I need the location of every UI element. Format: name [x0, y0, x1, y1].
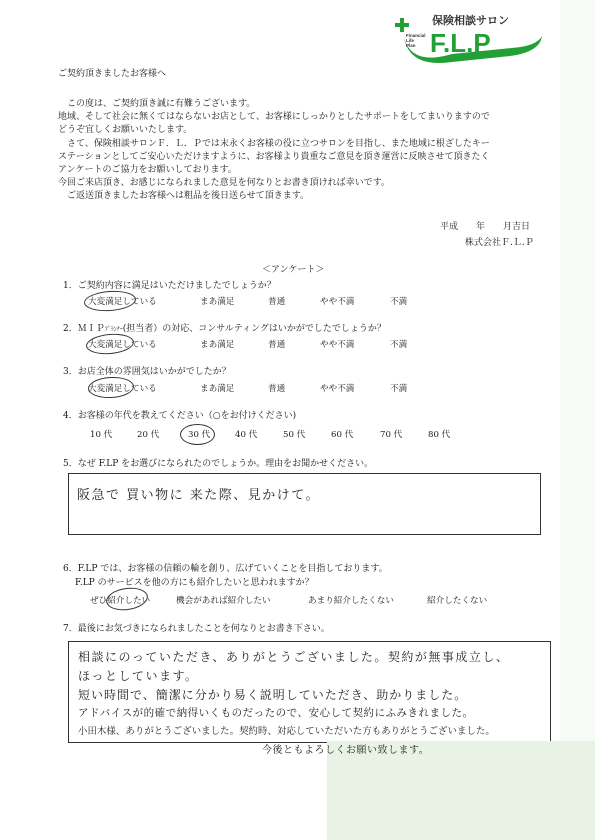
- q2-option-dissatisfied[interactable]: やや不満: [320, 340, 355, 350]
- q1-option-neutral[interactable]: 普通: [268, 297, 286, 307]
- age-option-70s[interactable]: 70 代: [380, 430, 403, 440]
- logo-life-text: Life: [406, 38, 415, 43]
- age-option-50s[interactable]: 50 代: [283, 430, 306, 440]
- green-edge-band: [560, 0, 595, 840]
- letter-line: 今回ご来店頂き、お感じになられました意見を何なりとお書き頂ければ幸いです。: [58, 178, 390, 189]
- company-name: 株式会社Ｆ.Ｌ.Ｐ: [465, 238, 534, 248]
- q7-answer-line-2: ほっとしています。: [78, 669, 199, 683]
- letter-line: ご返送頂きましたお客様へは粗品を後日送らせて頂きます。: [58, 191, 310, 202]
- question-4: 4．お客様の年代を教えてください（○をお付けください): [63, 411, 297, 421]
- flp-logo: [392, 8, 552, 64]
- q4-selection-circle: [180, 424, 215, 445]
- q3-selection-circle: [87, 376, 134, 399]
- age-option-20s[interactable]: 20 代: [137, 430, 160, 440]
- referral-option-no[interactable]: 紹介したくない: [427, 596, 488, 606]
- q3-option-very-satisfied[interactable]: 大変満足している: [88, 384, 157, 394]
- referral-option-definitely[interactable]: ぜひ紹介したい: [90, 596, 151, 606]
- age-option-60s[interactable]: 60 代: [331, 430, 354, 440]
- q2-option-very-satisfied[interactable]: 大変満足している: [88, 340, 157, 350]
- logo-flp-mark: F.L.P: [430, 28, 491, 58]
- letter-line: この度は、ご契約頂き誠に有難うございます。: [58, 99, 256, 109]
- question-6-line1: 6．F.LP では、お客様の信頼の輪を創り、広げていくことを目指しております。: [63, 564, 388, 574]
- q3-option-very-dissatisfied[interactable]: 不満: [390, 384, 408, 394]
- letter-line: さて、保険相談サロンＦ．Ｌ．Ｐでは末永くお客様の役に立つサロンを目指し、また地域に根ざしたキー: [58, 138, 490, 149]
- q1-option-very-satisfied[interactable]: 大変満足している: [88, 297, 157, 307]
- logo-plan-text: Plan: [406, 43, 416, 48]
- question-1: 1．ご契約内容に満足はいただけましたでしょうか？: [63, 281, 276, 291]
- age-option-10s[interactable]: 10 代: [90, 430, 113, 440]
- q2-planner: ﾌﾟﾗﾝﾅｰ: [104, 326, 123, 333]
- letter-line: アンケートのご協力をお願いしております。: [58, 165, 237, 176]
- q2-suffix: (担当者）の対応、コンサルティングはいかがでしたでしょうか？: [122, 324, 386, 334]
- q3-option-neutral[interactable]: 普通: [268, 384, 286, 394]
- question-5: 5．なぜ F.LP をお選びになられたのでしょうか。理由をお聞かせください。: [63, 459, 374, 469]
- logo-financial-text: Financial: [406, 33, 426, 38]
- letter-line: 地域、そして社会に無くてはならないお店として、お客様にしっかりとしたサポートをしてまいりますので: [58, 112, 490, 123]
- q7-answer-line-4: アドバイスが的確で納得いくものだったので、安心して契約にふみきれました。: [78, 707, 474, 719]
- age-option-80s[interactable]: 80 代: [428, 430, 451, 440]
- question-3: 3．お店全体の雰囲気はいかがでしたか？: [63, 367, 231, 377]
- referral-option-not-really[interactable]: あまり紹介したくない: [308, 596, 394, 606]
- q1-option-satisfied[interactable]: まあ満足: [200, 297, 235, 307]
- age-option-40s[interactable]: 40 代: [235, 430, 258, 440]
- q5-answer-text: 阪急で 買い物に 来た際、見かけて。: [77, 488, 321, 503]
- question-7: 7．最後にお気づきになられましたことを何なりとお書き下さい。: [63, 624, 330, 634]
- referral-option-if-chance[interactable]: 機会があれば紹介したい: [176, 596, 271, 606]
- q7-answer-line-3: 短い時間で、簡潔に分かり易く説明していただき、助かりました。: [78, 688, 468, 702]
- q1-option-very-dissatisfied[interactable]: 不満: [390, 297, 408, 307]
- survey-title: ＜アンケート＞: [262, 265, 325, 275]
- q5-answer-box[interactable]: [68, 473, 541, 535]
- letter-line: どうぞ宜しくお願いいたします。: [58, 125, 193, 136]
- date-line: 平成 年 月吉日: [440, 222, 531, 232]
- q3-option-satisfied[interactable]: まあ満足: [200, 384, 235, 394]
- salutation: ご契約頂きましたお客様へ: [58, 69, 167, 79]
- letter-body: [58, 98, 578, 204]
- q7-answer-line-6: 今後ともよろしくお願い致します。: [262, 745, 430, 756]
- q2-option-satisfied[interactable]: まあ満足: [200, 340, 235, 350]
- q2-prefix: 2．ＭＩＰ: [63, 324, 105, 334]
- q2-option-very-dissatisfied[interactable]: 不満: [390, 340, 408, 350]
- age-option-30s[interactable]: 30 代: [188, 430, 211, 440]
- q7-answer-line-5: 小田木様、ありがとうございました。契約時、対応していただいた方もありがとうございました。: [78, 726, 495, 737]
- q2-option-neutral[interactable]: 普通: [268, 340, 286, 350]
- q3-option-dissatisfied[interactable]: やや不満: [320, 384, 355, 394]
- logo-japanese-text: 保険相談サロン: [432, 15, 509, 27]
- q7-answer-line-1: 相談にのっていただき、ありがとうございました。契約が無事成立し、: [78, 650, 510, 664]
- letter-line: ステーションとしてご安心いただけますように、お客様より貴重なご意見を頂き運営に反映させて頂きたく: [58, 151, 490, 162]
- q1-option-dissatisfied[interactable]: やや不満: [320, 297, 355, 307]
- question-6-line2: F.LP のサービスを他の方にも紹介したいと思われますか？: [75, 578, 314, 588]
